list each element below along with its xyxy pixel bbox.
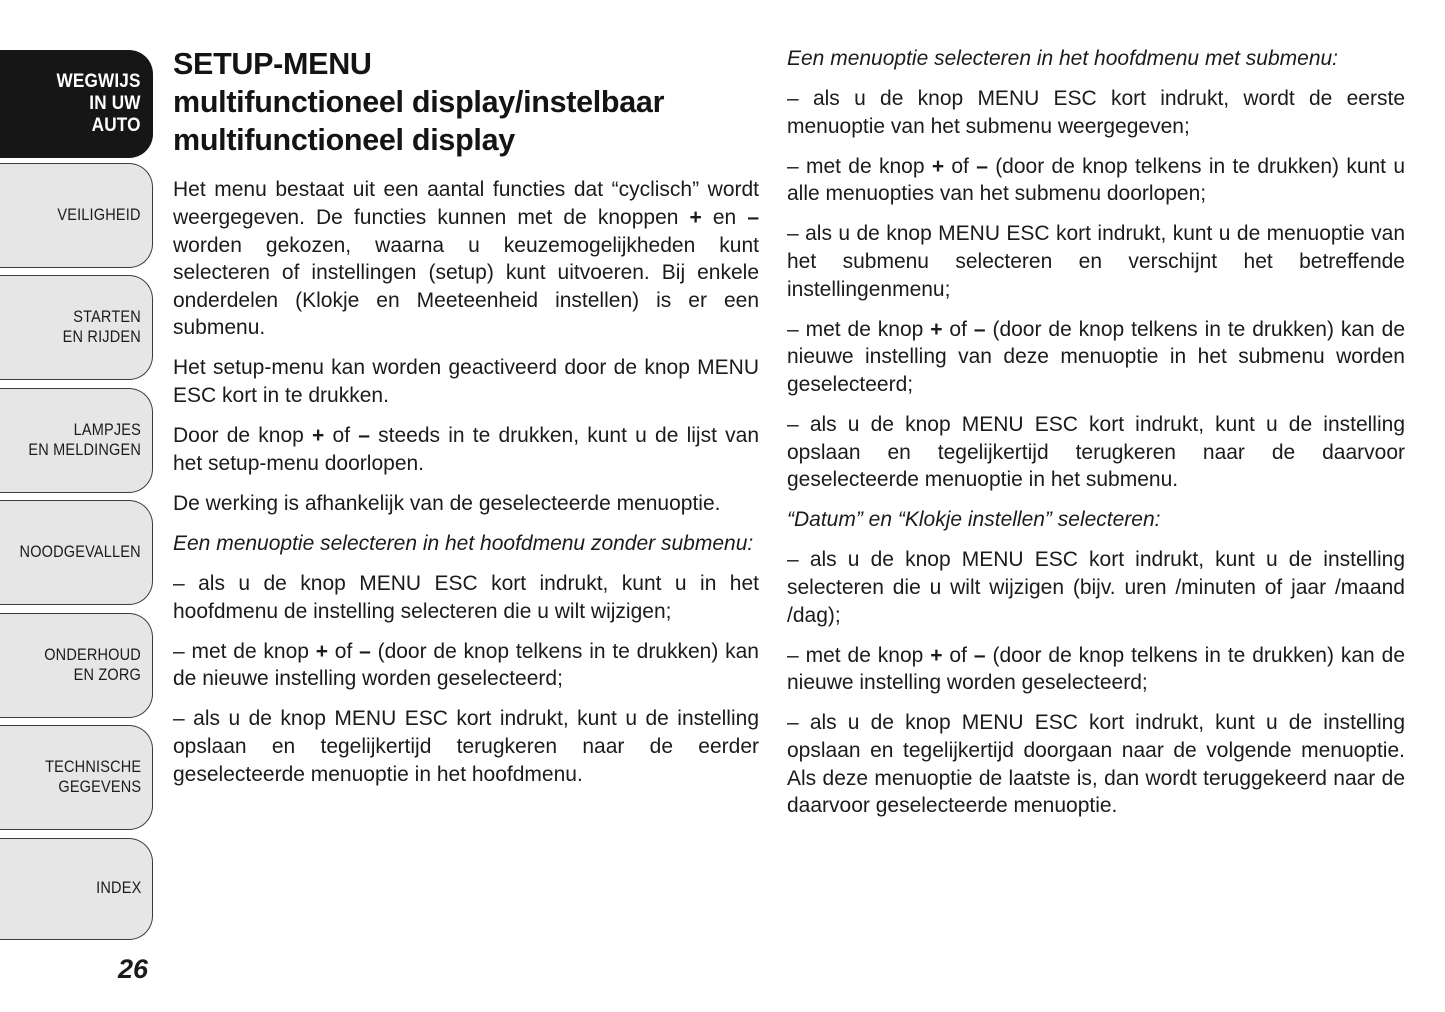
paragraph: – als u de knop MENU ESC kort indrukt, wordt de eerste menuoptie van het submenu weergegeven; <box>787 87 1405 138</box>
paragraph: – als u de knop MENU ESC kort indrukt, kunt u de instelling opslaan en tegelijkertijd terugkeren naar de daarvoor geselecteerde menuoptie in het submenu. <box>787 413 1405 492</box>
sidebar-item-noodgevallen <box>0 500 153 605</box>
sidebar-item-label <box>44 646 141 685</box>
sidebar-item-label-line: STARTEN <box>73 308 141 327</box>
article-column-right <box>787 45 1405 832</box>
note-heading: “Datum” en “Klokje instellen” selecteren: <box>787 508 1161 532</box>
paragraph: – als u de knop MENU ESC kort indrukt, kunt u in het hoofdmenu de instelling selecteren die u wilt wijzigen; <box>173 572 759 623</box>
paragraph: De werking is afhankelijk van de geselecteerde menuoptie. <box>173 491 721 515</box>
article-column-left <box>173 45 759 801</box>
paragraph: Het menu bestaat uit een aantal functies dat “cyclisch” wordt weergegeven. De functies kunnen met de knoppen + en – worden gekozen, waarna u keuzemogelijkheden kunt selecteren of instellingen (setup) kunt uitvoeren. Bij enkele onderdelen (Klokje en Meeteenheid instellen) is er een submenu. <box>173 178 759 340</box>
paragraph: – als u de knop MENU ESC kort indrukt, kunt u de instelling selecteren die u wilt wijzigen (bijv. uren /minuten of jaar /maand /dag); <box>787 548 1405 627</box>
paragraph: – als u de knop MENU ESC kort indrukt, kunt u de instelling opslaan en tegelijkertijd terugkeren naar de eerder geselecteerde menuoptie in het hoofdmenu. <box>173 707 759 786</box>
sidebar-item-label-line: AUTO <box>91 113 141 136</box>
article-title-line: SETUP-MENU <box>173 47 372 81</box>
sidebar-item-label-line: IN UW <box>89 92 141 115</box>
sidebar-item-label-line: ONDERHOUD <box>44 646 141 665</box>
sidebar-item-lampjes-en-meldingen <box>0 388 153 493</box>
sidebar-item-wegwijs-in-uw-auto <box>0 50 153 158</box>
paragraph: Het setup-menu kan worden geactiveerd door de knop MENU ESC kort in te drukken. <box>173 356 759 408</box>
sidebar-item-veiligheid <box>0 163 153 268</box>
paragraph: Door de knop + of – steeds in te drukken, kunt u de lijst van het setup-menu doorlopen. <box>173 424 759 475</box>
sidebar-item-index <box>0 838 153 940</box>
sidebar-item-label-line: WEGWIJS <box>56 70 141 93</box>
sidebar-item-label-line: VEILIGHEID <box>57 205 141 224</box>
note-heading: Een menuoptie selecteren in het hoofdmenu zonder submenu: <box>173 531 754 555</box>
page-number: 26 <box>117 954 148 984</box>
sidebar-item-onderhoud-en-zorg <box>0 613 153 718</box>
paragraph: – met de knop + of – (door de knop telkens in te drukken) kan de nieuwe instelling worden geselecteerd; <box>787 643 1405 695</box>
sidebar-item-label <box>63 308 141 347</box>
sidebar-item-label <box>58 206 141 225</box>
sidebar-item-label-line: LAMPJES <box>73 421 141 440</box>
article-title-line: multifunctioneel display <box>173 123 515 158</box>
article-title <box>173 45 759 159</box>
note-heading: Een menuoptie selecteren in het hoofdmenu met submenu: <box>787 47 1339 70</box>
sidebar-item-label <box>57 71 141 136</box>
sidebar-item-label-line: TECHNISCHE <box>44 758 141 777</box>
sidebar-item-label <box>45 758 141 797</box>
sidebar-item-label-line: GEGEVENS <box>58 777 141 796</box>
paragraph: – met de knop + of – (door de knop telkens in te drukken) kan de nieuwe instelling van deze menuoptie in het submenu worden geselecteerd; <box>787 317 1405 396</box>
sidebar-item-starten-en-rijden <box>0 275 153 380</box>
sidebar-item-label-line: EN MELDINGEN <box>28 440 141 459</box>
sidebar-item-label <box>20 543 141 562</box>
article-title-line: multifunctioneel display/instelbaar <box>173 85 665 120</box>
sidebar-item-label-line: NOODGEVALLEN <box>19 542 141 561</box>
sidebar-item-label <box>28 421 141 460</box>
paragraph: – met de knop + of – (door de knop telkens in te drukken) kan de nieuwe instelling worden geselecteerd; <box>173 639 759 691</box>
sidebar-item-label <box>96 879 141 898</box>
paragraph: – met de knop + of – (door de knop telkens in te drukken) kunt u alle menuopties van het submenu doorlopen; <box>787 154 1406 206</box>
sidebar-item-technische-gegevens <box>0 725 153 830</box>
sidebar-item-label-line: EN RIJDEN <box>62 327 141 346</box>
paragraph: – als u de knop MENU ESC kort indrukt, kunt u de menuoptie van het submenu selecteren en verschijnt het betreffende instellingenmenu; <box>787 222 1405 301</box>
sidebar-item-label-line: INDEX <box>95 879 141 898</box>
sidebar-item-label-line: EN ZORG <box>73 665 141 684</box>
sidebar-tabs <box>0 0 160 1012</box>
paragraph: – als u de knop MENU ESC kort indrukt, kunt u de instelling opslaan en tegelijkertijd doorgaan naar de volgende menuoptie. Als deze menuoptie de laatste is, dan wordt teruggekeerd naar de daarvoor geselecteerde menuoptie. <box>787 711 1405 818</box>
